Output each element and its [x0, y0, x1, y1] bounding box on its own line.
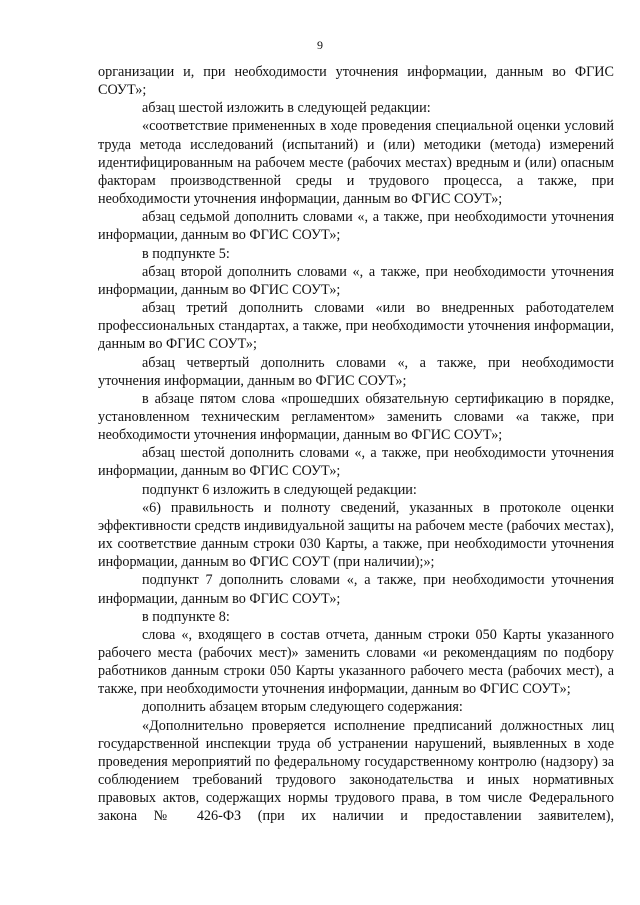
document-body [98, 63, 614, 826]
paragraph: абзац седьмой дополнить словами «, а также, при необходимости уточнения информации, данным во ФГИС СОУТ»; [98, 209, 614, 244]
paragraph: абзац четвертый дополнить словами «, а также, при необходимости уточнения информации, данным во ФГИС СОУТ»; [98, 354, 614, 389]
paragraph: абзац третий дополнить словами «или во внедренных работодателем профессиональных стандартах, а также, при необходимости уточнения информации, данным во ФГИС СОУТ»; [98, 300, 614, 353]
page-number: 9 [317, 38, 323, 52]
paragraph: абзац шестой изложить в следующей редакции: [142, 100, 431, 117]
paragraph: абзац шестой дополнить словами «, а также, при необходимости уточнения информации, данным во ФГИС СОУТ»; [98, 445, 614, 480]
paragraph: подпункт 6 изложить в следующей редакции: [142, 481, 417, 498]
paragraph: «соответствие примененных в ходе проведения специальной оценки условий труда метода исследований (испытаний) и (или) методики (метода) измерений идентифицированным на рабочем месте (рабочих местах) вредным и (или) опасным факторам производственной среды и трудового процесса, а также, при необходимости уточнения информации, данным во ФГИС СОУТ»; [98, 118, 614, 208]
paragraph: абзац второй дополнить словами «, а также, при необходимости уточнения информации, данным во ФГИС СОУТ»; [98, 263, 614, 298]
paragraph: в подпункте 8: [142, 608, 230, 625]
paragraph: в подпункте 5: [142, 245, 230, 262]
paragraph: дополнить абзацем вторым следующего содержания: [142, 699, 463, 716]
paragraph: «Дополнительно проверяется исполнение предписаний должностных лиц государственной инспекции труда об устранении нарушений, выявленных в ходе проведения мероприятий по федеральному государственному контролю (надзору) за соблюдением требований трудового законодательства и иных нормативных правовых актов, содержащих нормы трудового права, в том числе Федерального закона № 426-ФЗ (при их наличии и предоставлении заявителем), [98, 717, 614, 825]
paragraph: в абзаце пятом слова «прошедших обязательную сертификацию в порядке, установленном техническим регламентом» заменить словами «а также, при необходимости уточнения информации, данным во ФГИС СОУТ»; [98, 390, 614, 444]
paragraph: организации и, при необходимости уточнения информации, данным во ФГИС СОУТ»; [98, 64, 614, 99]
paragraph: подпункт 7 дополнить словами «, а также, при необходимости уточнения информации, данным во ФГИС СОУТ»; [98, 572, 614, 607]
paragraph: «6) правильность и полноту сведений, указанных в протоколе оценки эффективности средств индивидуальной защиты на рабочем месте (рабочих местах), их соответствие данным строки 030 Карты, а также, при необходимости уточнения информации, данным во ФГИС СОУТ (при наличии);»; [98, 499, 614, 571]
paragraph: слова «, входящего в состав отчета, данным строки 050 Карты указанного рабочего места (рабочих мест)» заменить словами «и рекомендациям по подбору работников данным строки 050 Карты указанного рабочего места (рабочих мест), а также, при необходимости уточнения информации, данным во ФГИС СОУТ»; [98, 626, 614, 698]
